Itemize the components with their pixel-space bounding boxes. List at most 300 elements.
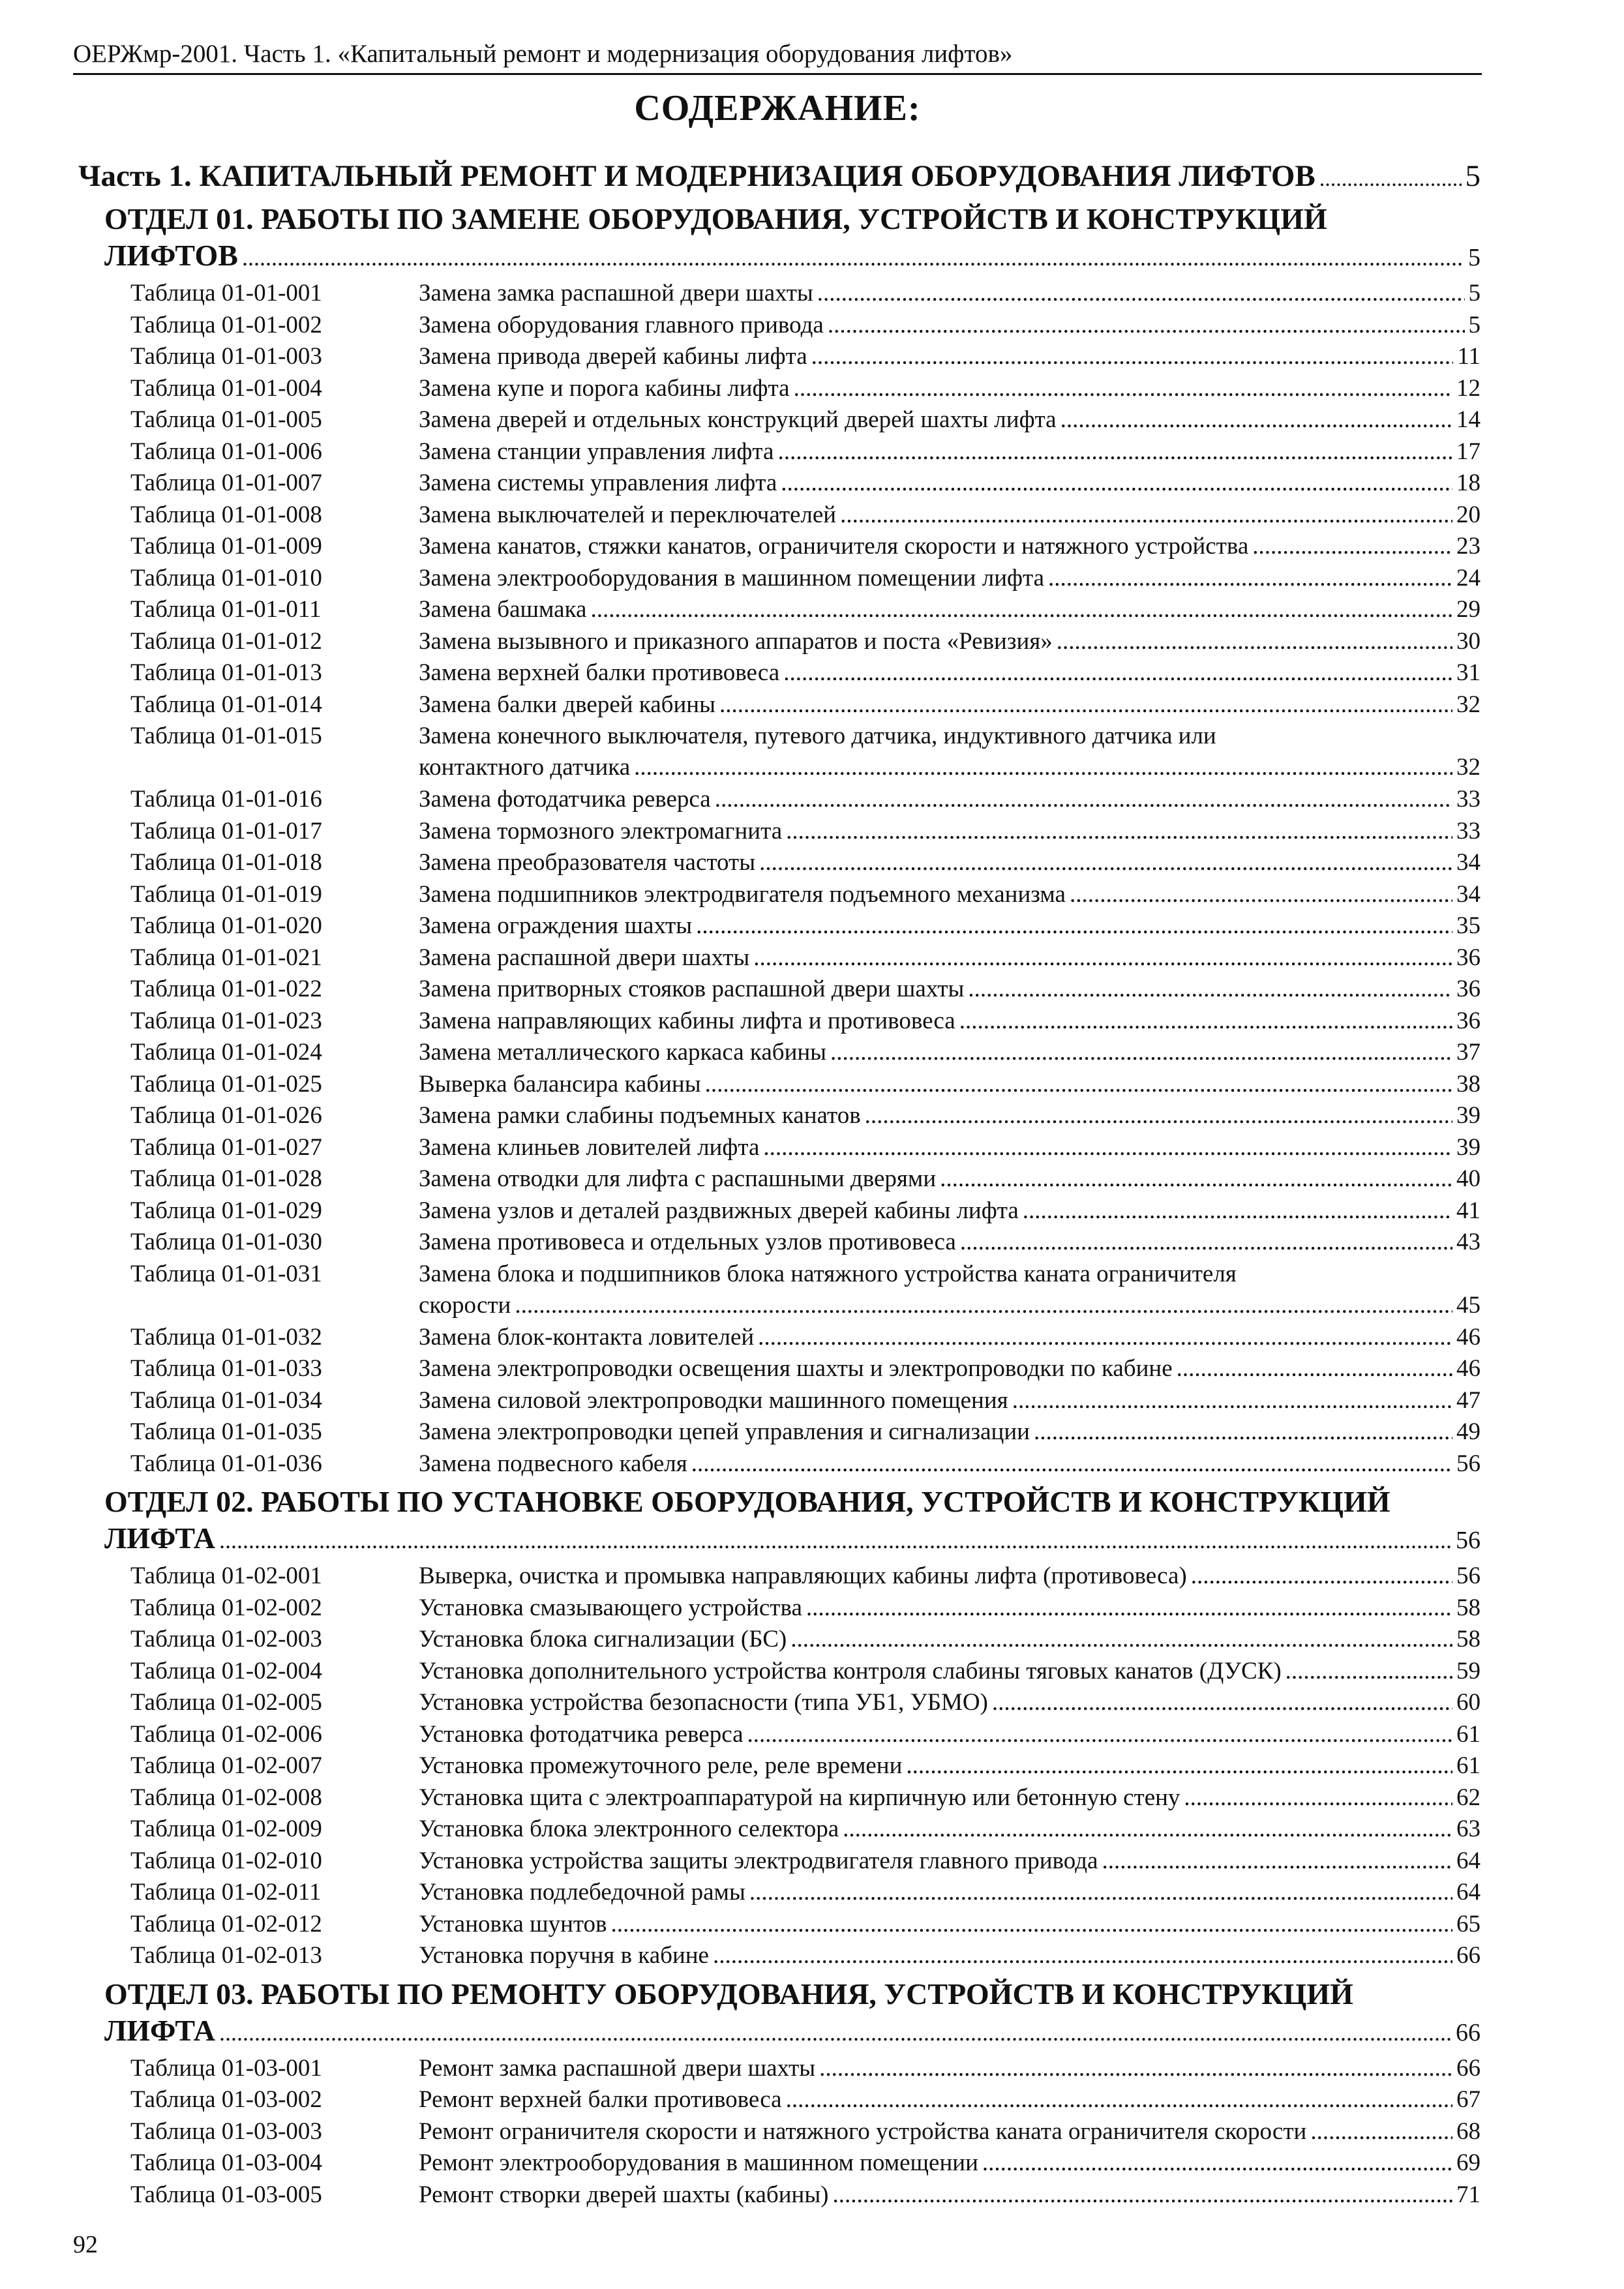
dot-leader xyxy=(811,341,1454,372)
entry-page-number: 34 xyxy=(1456,880,1481,908)
entry-line xyxy=(419,310,1481,341)
table-code: Таблица 01-02-009 xyxy=(130,1816,322,1842)
dot-leader xyxy=(1177,1353,1452,1384)
table-code: Таблица 01-01-013 xyxy=(130,659,322,686)
entry-line xyxy=(419,404,1481,436)
entry-line xyxy=(419,752,1481,783)
dot-leader xyxy=(906,1750,1452,1782)
table-code: Таблица 01-01-004 xyxy=(130,374,322,402)
toc-entry[interactable] xyxy=(130,1132,1481,1163)
table-code: Таблица 01-01-031 xyxy=(130,1260,322,1287)
entry-title: Замена распашной двери шахты xyxy=(419,944,750,971)
section-heading-line2[interactable] xyxy=(104,237,1481,274)
entry-title: Замена узлов и деталей раздвижных дверей кабины лифта xyxy=(419,1197,1019,1224)
dot-leader xyxy=(1286,1656,1452,1687)
dot-leader xyxy=(515,1290,1452,1321)
table-code: Таблица 01-02-005 xyxy=(130,1689,322,1716)
dot-leader xyxy=(786,2084,1452,2116)
entry-line xyxy=(419,1656,1481,1687)
entry-line xyxy=(419,500,1481,531)
entry-page-number: 23 xyxy=(1456,533,1481,560)
table-code: Таблица 01-02-008 xyxy=(130,1784,322,1811)
dot-leader xyxy=(817,278,1465,309)
toc-entry[interactable] xyxy=(130,910,1481,942)
table-code: Таблица 01-01-023 xyxy=(130,1007,322,1034)
entry-page-number: 5 xyxy=(1468,311,1481,338)
section-page-number: 66 xyxy=(1456,2018,1481,2046)
table-code: Таблица 01-01-034 xyxy=(130,1386,322,1414)
table-code: Таблица 01-01-016 xyxy=(130,786,322,813)
toc-entry[interactable] xyxy=(130,1846,1481,1877)
dot-leader xyxy=(833,2179,1453,2211)
entry-page-number: 11 xyxy=(1457,343,1481,370)
entry-line xyxy=(419,1687,1481,1718)
entry-line xyxy=(419,1163,1481,1195)
running-header: ОЕРЖмр-2001. Часть 1. «Капитальный ремонт и модернизация оборудования лифтов» xyxy=(73,40,1013,68)
toc-entry[interactable] xyxy=(130,1877,1481,1908)
toc-entry[interactable] xyxy=(130,1940,1481,1971)
entry-line xyxy=(419,1448,1481,1480)
entry-title: Замена подшипников электродвигателя подъемного механизма xyxy=(419,880,1066,908)
dot-leader xyxy=(1191,1561,1452,1592)
toc-entry[interactable] xyxy=(130,1782,1481,1814)
entry-title: Установка подлебедочной рамы xyxy=(419,1879,745,1906)
table-code: Таблица 01-01-003 xyxy=(130,343,322,370)
entry-title: Замена преобразователя частоты xyxy=(419,849,756,876)
header-rule xyxy=(73,73,1482,75)
dot-leader xyxy=(843,1814,1452,1845)
entry-page-number: 68 xyxy=(1456,2117,1481,2145)
entry-page-number: 58 xyxy=(1456,1626,1481,1653)
dot-leader xyxy=(1102,1846,1452,1877)
toc-entry[interactable] xyxy=(130,2147,1481,2179)
toc-entry[interactable] xyxy=(130,404,1481,436)
dot-leader xyxy=(781,468,1452,499)
table-code: Таблица 01-01-035 xyxy=(130,1418,322,1445)
entry-page-number: 64 xyxy=(1456,1879,1481,1906)
entry-line xyxy=(419,1814,1481,1845)
table-code: Таблица 01-02-001 xyxy=(130,1563,322,1589)
entry-title: Замена системы управления лифта xyxy=(419,470,777,496)
table-code: Таблица 01-01-007 xyxy=(130,470,322,496)
table-code: Таблица 01-01-015 xyxy=(130,723,322,749)
entry-title: Замена подвесного кабеля xyxy=(419,1450,687,1477)
toc-entry[interactable] xyxy=(130,657,1481,689)
entry-line xyxy=(419,2084,1481,2116)
entry-line xyxy=(419,689,1481,721)
dot-leader xyxy=(749,1877,1452,1908)
entry-title: Замена верхней балки противовеса xyxy=(419,659,780,686)
entry-title: контактного датчика xyxy=(419,754,631,781)
entry-page-number: 69 xyxy=(1456,2149,1481,2176)
table-code: Таблица 01-01-032 xyxy=(130,1323,322,1351)
toc-entry[interactable] xyxy=(130,1069,1481,1100)
entry-line xyxy=(419,1940,1481,1971)
table-code: Таблица 01-01-020 xyxy=(130,912,322,939)
dot-leader xyxy=(819,2053,1452,2084)
entry-page-number: 33 xyxy=(1456,817,1481,845)
entry-page-number: 43 xyxy=(1456,1229,1481,1255)
entry-line xyxy=(419,2147,1481,2179)
entry-page-number: 35 xyxy=(1456,912,1481,939)
dot-leader xyxy=(794,373,1452,404)
entry-title: Замена фотодатчика реверса xyxy=(419,786,711,813)
entry-line xyxy=(419,1846,1481,1877)
toc-entry[interactable] xyxy=(130,1353,1481,1384)
dot-leader xyxy=(1070,879,1452,910)
toc-entry[interactable] xyxy=(130,436,1481,468)
dot-leader xyxy=(982,2147,1452,2179)
toc-entry[interactable] xyxy=(130,1416,1481,1448)
section-page-number: 56 xyxy=(1456,1527,1481,1554)
entry-title: Ремонт створки дверей шахты (кабины) xyxy=(419,2181,829,2208)
entry-line xyxy=(419,468,1481,499)
dot-leader xyxy=(590,594,1452,625)
entry-page-number: 41 xyxy=(1456,1197,1481,1224)
table-code: Таблица 01-01-014 xyxy=(130,691,322,718)
entry-page-number: 58 xyxy=(1456,1594,1481,1621)
toc-entry[interactable] xyxy=(130,1750,1481,1782)
entry-title: Установка смазывающего устройства xyxy=(419,1594,802,1621)
toc-entry[interactable] xyxy=(130,1814,1481,1845)
toc-entry[interactable] xyxy=(130,2116,1481,2147)
entry-title: Замена балки дверей кабины xyxy=(419,691,715,718)
entry-title: скорости xyxy=(419,1291,511,1319)
entry-line xyxy=(419,847,1481,878)
toc-entry[interactable] xyxy=(130,468,1481,499)
section-title-end: ЛИФТА xyxy=(104,1521,216,1555)
entry-page-number: 56 xyxy=(1456,1563,1481,1589)
table-code: Таблица 01-01-002 xyxy=(130,311,322,338)
entry-page-number: 46 xyxy=(1456,1323,1481,1351)
dot-leader xyxy=(959,1006,1452,1037)
entry-title: Замена направляющих кабины лифта и противовеса xyxy=(419,1007,955,1034)
entry-line xyxy=(419,1322,1481,1353)
entry-title-line1: Замена конечного выключателя, путевого датчика, индуктивного датчика или xyxy=(419,723,1216,749)
entry-title: Замена рамки слабины подъемных канатов xyxy=(419,1102,861,1129)
entry-page-number: 61 xyxy=(1456,1720,1481,1748)
toc-entry[interactable] xyxy=(130,1227,1481,1258)
entry-title: Замена электропроводки освещения шахты и электропроводки по кабине xyxy=(419,1355,1173,1382)
dot-leader xyxy=(759,847,1452,878)
dot-leader xyxy=(1184,1782,1452,1814)
entry-page-number: 59 xyxy=(1456,1657,1481,1684)
entry-page-number: 17 xyxy=(1456,438,1481,465)
entry-page-number: 56 xyxy=(1456,1450,1481,1477)
dot-leader xyxy=(992,1687,1452,1718)
table-code: Таблица 01-01-029 xyxy=(130,1197,322,1224)
section-heading-line2[interactable] xyxy=(104,1520,1481,1557)
dot-leader xyxy=(783,657,1452,689)
dot-leader xyxy=(219,2012,1452,2051)
toc-entry[interactable] xyxy=(130,879,1481,910)
table-code: Таблица 01-02-010 xyxy=(130,1847,322,1874)
entry-line xyxy=(419,2116,1481,2147)
entry-page-number: 37 xyxy=(1456,1039,1481,1066)
table-code: Таблица 01-01-036 xyxy=(130,1450,322,1477)
part-title: Часть 1. КАПИТАЛЬНЫЙ РЕМОНТ И МОДЕРНИЗАЦИЯ ОБОРУДОВАНИЯ ЛИФТОВ xyxy=(78,159,1316,193)
entry-line xyxy=(419,1593,1481,1624)
toc-entry[interactable] xyxy=(130,1195,1481,1227)
entry-line xyxy=(419,1561,1481,1592)
table-code: Таблица 01-01-030 xyxy=(130,1229,322,1255)
entry-page-number: 14 xyxy=(1456,406,1481,433)
table-code: Таблица 01-03-004 xyxy=(130,2149,322,2176)
entry-title: Выверка балансира кабины xyxy=(419,1070,701,1098)
entry-line xyxy=(419,1782,1481,1814)
table-code: Таблица 01-01-012 xyxy=(130,627,322,655)
entry-title: Замена притворных стояков распашной двери шахты xyxy=(419,976,965,1002)
table-code: Таблица 01-02-004 xyxy=(130,1657,322,1684)
entry-title: Замена станции управления лифта xyxy=(419,438,774,465)
entry-page-number: 20 xyxy=(1456,501,1481,528)
dot-leader xyxy=(1060,404,1452,436)
toc-part-heading[interactable] xyxy=(78,154,1481,198)
toc-entry[interactable] xyxy=(130,689,1481,721)
dot-leader xyxy=(840,500,1452,531)
entry-title: Установка щита с электроаппаратурой на кирпичную или бетонную стену xyxy=(419,1784,1180,1811)
entry-page-number: 29 xyxy=(1456,596,1481,623)
entry-line xyxy=(419,910,1481,942)
dot-leader xyxy=(828,310,1465,341)
entry-line xyxy=(419,626,1481,657)
entry-line xyxy=(419,1100,1481,1131)
toc-entry[interactable] xyxy=(130,594,1481,625)
entry-page-number: 65 xyxy=(1456,1910,1481,1937)
entry-title: Установка шунтов xyxy=(419,1910,607,1937)
table-code: Таблица 01-02-007 xyxy=(130,1752,322,1779)
toc-entry[interactable] xyxy=(130,1037,1481,1068)
toc-entry[interactable] xyxy=(130,500,1481,531)
entry-line xyxy=(419,1909,1481,1940)
table-code: Таблица 01-02-006 xyxy=(130,1720,322,1748)
toc-entry[interactable] xyxy=(130,531,1481,562)
table-code: Таблица 01-03-001 xyxy=(130,2054,322,2082)
toc-entry[interactable] xyxy=(130,816,1481,847)
entry-title: Замена канатов, стяжки канатов, ограничителя скорости и натяжного устройства xyxy=(419,533,1249,560)
section-title-end: ЛИФТА xyxy=(104,2013,216,2047)
section-heading-line1[interactable]: ОТДЕЛ 03. РАБОТЫ ПО РЕМОНТУ ОБОРУДОВАНИЯ, УСТРОЙСТВ И КОНСТРУКЦИЙ xyxy=(104,1977,1353,2011)
table-code: Таблица 01-03-003 xyxy=(130,2117,322,2145)
entry-title: Установка блока электронного селектора xyxy=(419,1816,839,1842)
entry-page-number: 32 xyxy=(1456,691,1481,718)
table-code: Таблица 01-03-002 xyxy=(130,2086,322,2113)
dot-leader xyxy=(968,974,1452,1005)
dot-leader xyxy=(219,1520,1452,1559)
entry-line xyxy=(419,1353,1481,1384)
table-code: Таблица 01-01-026 xyxy=(130,1102,322,1129)
toc-entry[interactable] xyxy=(130,721,1481,783)
toc-entry[interactable] xyxy=(130,626,1481,657)
entry-line xyxy=(419,1006,1481,1037)
table-code: Таблица 01-01-008 xyxy=(130,501,322,528)
entry-page-number: 66 xyxy=(1456,2054,1481,2082)
dot-leader xyxy=(1319,154,1462,202)
entry-page-number: 64 xyxy=(1456,1847,1481,1874)
toc-entry[interactable] xyxy=(130,974,1481,1005)
table-code: Таблица 01-01-028 xyxy=(130,1165,322,1192)
entry-line xyxy=(419,942,1481,974)
table-code: Таблица 01-01-009 xyxy=(130,533,322,560)
page-number: 92 xyxy=(73,2231,98,2258)
table-code: Таблица 01-01-010 xyxy=(130,564,322,591)
entry-title: Замена противовеса и отдельных узлов противовеса xyxy=(419,1229,956,1255)
toc-entry[interactable] xyxy=(130,942,1481,974)
table-code: Таблица 01-01-021 xyxy=(130,944,322,971)
entry-page-number: 18 xyxy=(1456,470,1481,496)
toc-entry[interactable] xyxy=(130,1561,1481,1592)
dot-leader xyxy=(865,1100,1452,1131)
dot-leader xyxy=(1057,626,1452,657)
page-title: СОДЕРЖАНИЕ: xyxy=(634,88,921,128)
entry-title: Установка устройства безопасности (типа УБ1, УБМО) xyxy=(419,1689,988,1716)
toc-entry[interactable] xyxy=(130,1259,1481,1321)
table-code: Таблица 01-02-003 xyxy=(130,1626,322,1653)
dot-leader xyxy=(830,1037,1452,1068)
entry-title: Установка блока сигнализации (БС) xyxy=(419,1626,787,1653)
entry-title: Замена оборудования главного привода xyxy=(419,311,824,338)
toc-entry[interactable] xyxy=(130,1163,1481,1195)
table-code: Таблица 01-01-017 xyxy=(130,817,322,845)
entry-line xyxy=(419,563,1481,594)
toc-entry[interactable] xyxy=(130,1624,1481,1655)
dot-leader xyxy=(806,1593,1452,1624)
table-code: Таблица 01-01-033 xyxy=(130,1355,322,1382)
toc-entry[interactable] xyxy=(130,1909,1481,1940)
entry-page-number: 33 xyxy=(1456,786,1481,813)
section-heading-line2[interactable] xyxy=(104,2012,1481,2049)
toc-entry[interactable] xyxy=(130,1448,1481,1480)
entry-title: Замена отводки для лифта с распашными дверями xyxy=(419,1165,937,1192)
entry-page-number: 32 xyxy=(1456,754,1481,781)
toc-entry[interactable] xyxy=(130,563,1481,594)
dot-leader xyxy=(696,910,1452,942)
dot-leader xyxy=(611,1909,1452,1940)
table-code: Таблица 01-02-002 xyxy=(130,1594,322,1621)
entry-page-number: 40 xyxy=(1456,1165,1481,1192)
entry-title: Замена купе и порога кабины лифта xyxy=(419,374,790,402)
dot-leader xyxy=(713,1940,1452,1971)
entry-page-number: 71 xyxy=(1456,2181,1481,2208)
toc-entry[interactable] xyxy=(130,1322,1481,1353)
toc-entry[interactable] xyxy=(130,784,1481,815)
toc-entry[interactable] xyxy=(130,2179,1481,2211)
entry-page-number: 36 xyxy=(1456,1007,1481,1034)
entry-title: Замена электропроводки цепей управления и сигнализации xyxy=(419,1418,1030,1445)
table-code: Таблица 01-01-001 xyxy=(130,280,322,307)
dot-leader xyxy=(753,942,1452,974)
toc-entry[interactable] xyxy=(130,1687,1481,1718)
section-heading-line1[interactable]: ОТДЕЛ 02. РАБОТЫ ПО УСТАНОВКЕ ОБОРУДОВАНИЯ, УСТРОЙСТВ И КОНСТРУКЦИЙ xyxy=(104,1485,1391,1518)
toc-entry[interactable] xyxy=(130,341,1481,372)
entry-line xyxy=(419,1290,1481,1321)
dot-leader xyxy=(786,816,1452,847)
entry-line xyxy=(419,1037,1481,1068)
dot-leader xyxy=(1310,2116,1452,2147)
toc-entry[interactable] xyxy=(130,373,1481,404)
entry-page-number: 39 xyxy=(1456,1102,1481,1129)
entry-title: Замена силовой электропроводки машинного помещения xyxy=(419,1386,1008,1414)
entry-line xyxy=(419,1227,1481,1258)
entry-line xyxy=(419,531,1481,562)
toc-entry[interactable] xyxy=(130,2053,1481,2084)
entry-page-number: 31 xyxy=(1456,659,1481,686)
table-code: Таблица 01-01-005 xyxy=(130,406,322,433)
entry-line xyxy=(419,1132,1481,1163)
entry-line xyxy=(419,278,1481,309)
entry-line xyxy=(419,1719,1481,1750)
entry-title: Замена металлического каркаса кабины xyxy=(419,1039,827,1066)
entry-title: Установка дополнительного устройства контроля слабины тяговых канатов (ДУСК) xyxy=(419,1657,1282,1684)
toc-entry[interactable] xyxy=(130,310,1481,341)
dot-leader xyxy=(960,1227,1452,1258)
toc-entry[interactable] xyxy=(130,278,1481,309)
entry-line xyxy=(419,2053,1481,2084)
toc-entry[interactable] xyxy=(130,847,1481,878)
entry-title: Замена дверей и отдельных конструкций дверей шахты лифта xyxy=(419,406,1057,433)
table-code: Таблица 01-01-011 xyxy=(130,596,322,623)
entry-title: Ремонт верхней балки противовеса xyxy=(419,2086,782,2113)
entry-page-number: 36 xyxy=(1456,976,1481,1002)
toc-entry[interactable] xyxy=(130,1593,1481,1624)
entry-page-number: 67 xyxy=(1456,2086,1481,2113)
toc-entry[interactable] xyxy=(130,2084,1481,2116)
table-code: Таблица 01-02-013 xyxy=(130,1942,322,1969)
table-code: Таблица 01-01-006 xyxy=(130,438,322,465)
entry-title: Замена блок-контакта ловителей xyxy=(419,1323,755,1351)
toc-entry[interactable] xyxy=(130,1006,1481,1037)
entry-line xyxy=(419,1877,1481,1908)
entry-page-number: 47 xyxy=(1456,1386,1481,1414)
entry-title: Установка поручня в кабине xyxy=(419,1942,709,1969)
entry-title: Установка фотодатчика реверса xyxy=(419,1720,744,1748)
entry-line xyxy=(419,373,1481,404)
entry-title: Замена тормозного электромагнита xyxy=(419,817,783,845)
dot-leader xyxy=(763,1132,1452,1163)
toc-entry[interactable] xyxy=(130,1385,1481,1416)
table-code: Таблица 01-01-025 xyxy=(130,1070,322,1098)
entry-line xyxy=(419,784,1481,815)
table-code: Таблица 01-02-012 xyxy=(130,1910,322,1937)
section-heading-line1[interactable]: ОТДЕЛ 01. РАБОТЫ ПО ЗАМЕНЕ ОБОРУДОВАНИЯ, УСТРОЙСТВ И КОНСТРУКЦИЙ xyxy=(104,202,1327,235)
entry-page-number: 62 xyxy=(1456,1784,1481,1811)
entry-page-number: 30 xyxy=(1456,627,1481,655)
entry-page-number: 46 xyxy=(1456,1355,1481,1382)
entry-line xyxy=(419,974,1481,1005)
dot-leader xyxy=(747,1719,1452,1750)
entry-title: Замена электрооборудования в машинном помещении лифта xyxy=(419,564,1045,591)
entry-line xyxy=(419,1416,1481,1448)
toc-entry[interactable] xyxy=(130,1719,1481,1750)
entry-title: Замена клиньев ловителей лифта xyxy=(419,1133,760,1161)
entry-title: Замена выключателей и переключателей xyxy=(419,501,837,528)
dot-leader xyxy=(719,689,1452,721)
entry-title: Установка устройства защиты электродвигателя главного привода xyxy=(419,1847,1098,1874)
table-code: Таблица 01-01-027 xyxy=(130,1133,322,1161)
toc-entry[interactable] xyxy=(130,1100,1481,1131)
table-code: Таблица 01-01-018 xyxy=(130,849,322,876)
entry-title: Замена замка распашной двери шахты xyxy=(419,280,813,307)
dot-leader xyxy=(1012,1385,1452,1416)
entry-line xyxy=(419,1195,1481,1227)
entry-title: Установка промежуточного реле, реле времени xyxy=(419,1752,903,1779)
entry-page-number: 36 xyxy=(1456,944,1481,971)
entry-title-line1: Замена блока и подшипников блока натяжного устройства каната ограничителя xyxy=(419,1260,1237,1287)
toc-entry[interactable] xyxy=(130,1656,1481,1687)
entry-page-number: 12 xyxy=(1456,374,1481,402)
dot-leader xyxy=(1023,1195,1452,1227)
entry-line xyxy=(419,1750,1481,1782)
